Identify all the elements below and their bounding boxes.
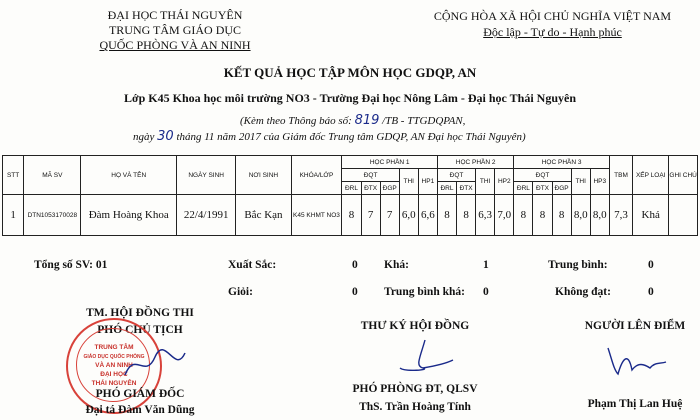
total-students: Tổng số SV: 01 [34, 259, 108, 271]
document-subtitle: Lớp K45 Khoa học môi trường NO3 - Trường Đại học Nông Lâm - Đại học Thái Nguyên [123, 91, 577, 105]
value-tb-kha: 0 [483, 286, 489, 298]
value-khong-dat: 0 [648, 286, 654, 298]
hp2-total: HP2 [495, 169, 514, 195]
stamp-line-2: GIÁO DỤC QUỐC PHÒNG [83, 354, 145, 360]
hp3-total: HP3 [590, 169, 609, 195]
cell-hp3-drl: 8 [514, 195, 533, 236]
cell-hp2-total: 7,0 [495, 195, 514, 236]
cell-hp2-dtx: 8 [457, 195, 476, 236]
cell-hp2-thi: 6,3 [476, 195, 495, 236]
cell-khoa-lop: K45 KHMT NO3 [291, 195, 342, 236]
cell-ghi-chu [669, 195, 698, 236]
col-noi-sinh: NƠI SINH [236, 156, 291, 195]
value-kha: 1 [483, 259, 489, 271]
hp1-thi: THI [399, 169, 418, 195]
hp2-dtx: ĐTX [457, 182, 476, 195]
enterer-name: Phạm Thị Lan Huệ [587, 398, 683, 410]
national-motto: Độc lập - Tự do - Hạnh phúc [483, 25, 622, 39]
council-signature [120, 345, 190, 385]
hp1-total: HP1 [418, 169, 437, 195]
notice-day-prefix: ngày [133, 131, 155, 143]
council-name: Đại tá Đàm Văn Dũng [85, 404, 195, 416]
document-title: KẾT QUẢ HỌC TẬP MÔN HỌC GDQP, AN [223, 65, 477, 80]
value-xuat-sac: 0 [352, 259, 358, 271]
hp3-drl: ĐRL [514, 182, 533, 195]
cell-ho-ten: Đàm Hoàng Khoa [81, 195, 176, 236]
cell-ngay-sinh: 22/4/1991 [176, 195, 235, 236]
label-xuat-sac: Xuất Sắc: [228, 259, 277, 271]
cell-tbm: 7,3 [609, 195, 632, 236]
header-row-1 [3, 156, 698, 169]
header-left [90, 8, 260, 53]
group-hp2: HỌC PHẦN 2 [437, 156, 513, 169]
label-tb-kha: Trung bình khá: [384, 286, 465, 298]
cell-xep-loai: Khá [633, 195, 669, 236]
cell-noi-sinh: Bắc Kạn [236, 195, 291, 236]
notice-suffix: /TB - TTGDQPAN, [382, 115, 466, 127]
value-gioi: 0 [352, 286, 358, 298]
hp2-thi: THI [476, 169, 495, 195]
results-table [2, 155, 698, 236]
cell-hp1-drl: 8 [342, 195, 361, 236]
council-signer [40, 386, 240, 418]
notice-day: 30 [157, 129, 174, 144]
group-hp3: HỌC PHẦN 3 [514, 156, 610, 169]
col-khoa-lop: KHÓA/LỚP [291, 156, 342, 195]
col-ghi-chu: GHI CHÚ [669, 156, 698, 195]
secretary-signature [395, 338, 455, 374]
col-ma-sv: MÃ SV [24, 156, 81, 195]
notice-number: 819 [354, 113, 380, 128]
enterer-signature [600, 340, 670, 380]
notice-line-1 [240, 113, 700, 128]
hp3-dqt: ĐQT [514, 169, 571, 182]
cell-stt: 1 [3, 195, 24, 236]
cell-hp1-dtx: 7 [361, 195, 380, 236]
col-xep-loai: XẾP LOẠI [633, 156, 669, 195]
cell-hp3-thi: 8,0 [571, 195, 590, 236]
cell-ma-sv: DTN1053170028 [24, 195, 81, 236]
cell-hp1-total: 6,6 [418, 195, 437, 236]
hp3-dgp: ĐGP [552, 182, 571, 195]
label-khong-dat: Không đạt: [555, 286, 611, 298]
col-tbm: TBM [609, 156, 632, 195]
header-right [410, 8, 695, 40]
council-line-1: TM. HỘI ĐỒNG THI [86, 307, 194, 319]
enterer-title: NGƯỜI LÊN ĐIỂM [584, 320, 686, 332]
label-gioi: Giỏi: [228, 286, 253, 298]
national-title: CỘNG HÒA XÃ HỘI CHỦ NGHĨA VIỆT NAM [433, 9, 672, 23]
col-ho-ten: HỌ VÀ TÊN [81, 156, 176, 195]
cell-hp3-dtx: 8 [533, 195, 552, 236]
label-trung-binh: Trung bình: [548, 259, 608, 271]
hp1-drl: ĐRL [342, 182, 361, 195]
stamp-line-4: ĐẠI HỌC [100, 371, 128, 378]
hp1-dgp: ĐGP [380, 182, 399, 195]
hp3-dtx: ĐTX [533, 182, 552, 195]
secretary-title: THƯ KÝ HỘI ĐỒNG [360, 320, 470, 332]
cell-hp1-thi: 6,0 [399, 195, 418, 236]
cell-hp3-dgp: 8 [552, 195, 571, 236]
secretary-signer [330, 380, 500, 416]
value-trung-binh: 0 [648, 259, 654, 271]
stamp-line-1: TRUNG TÂM [94, 344, 134, 351]
org-name-1: TRUNG TÂM GIÁO DỤC [108, 23, 242, 37]
stamp-line-3: VÀ AN NINH [95, 362, 133, 369]
council-role: PHÓ GIÁM ĐỐC [95, 388, 185, 400]
council-line-2: PHÓ CHỦ TỊCH [97, 324, 183, 336]
hp2-drl: ĐRL [437, 182, 456, 195]
group-hp1: HỌC PHẦN 1 [342, 156, 438, 169]
notice-prefix: (Kèm theo Thông báo số: [240, 115, 352, 127]
secretary-role: PHÓ PHÒNG ĐT, QLSV [352, 383, 478, 395]
col-stt: STT [3, 156, 24, 195]
hp1-dqt: ĐQT [342, 169, 399, 182]
hp1-dtx: ĐTX [361, 182, 380, 195]
notice-rest: tháng 11 năm 2017 của Giám đốc Trung tâm GDQP, AN Đại học Thái Nguyên) [176, 131, 526, 143]
notice-line-2 [133, 129, 693, 144]
org-parent: ĐẠI HỌC THÁI NGUYÊN [107, 8, 243, 22]
cell-hp1-dgp: 7 [380, 195, 399, 236]
label-kha: Khá: [384, 259, 409, 271]
stamp-line-5: THÁI NGUYÊN [91, 380, 137, 387]
col-ngay-sinh: NGÀY SINH [176, 156, 235, 195]
hp3-thi: THI [571, 169, 590, 195]
cell-hp3-total: 8,0 [590, 195, 609, 236]
table-row [3, 195, 698, 236]
org-name-2: QUỐC PHÒNG VÀ AN NINH [99, 38, 251, 52]
hp2-dqt: ĐQT [437, 169, 475, 182]
secretary-name: ThS. Trần Hoàng Tính [359, 401, 471, 413]
cell-hp2-drl: 8 [437, 195, 456, 236]
